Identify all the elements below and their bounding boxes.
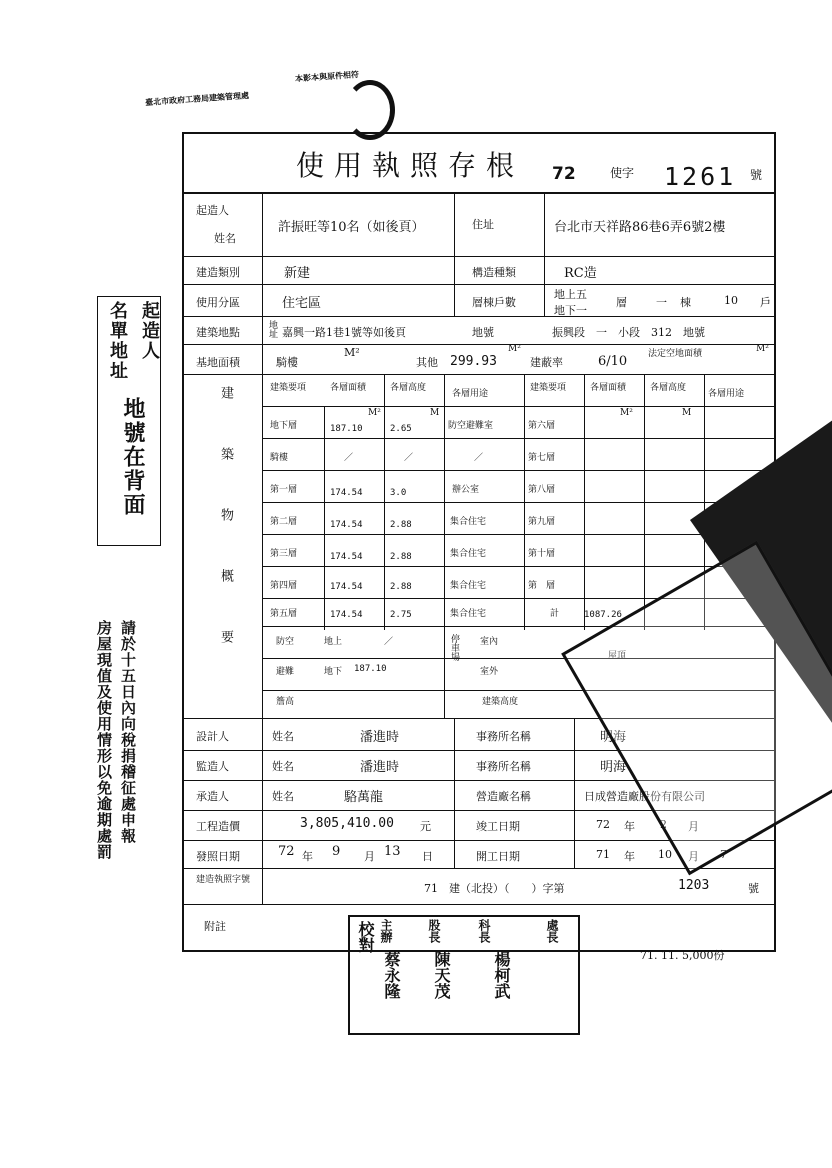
start-month-unit: 月 [688, 850, 699, 863]
floor-height: 2.75 [390, 610, 412, 620]
permit-year: 72 [552, 164, 576, 184]
completion-year: 72 [596, 818, 610, 831]
builder-addr-label: 住址 [472, 218, 494, 231]
bldg-count: 一 [656, 296, 667, 309]
air-raid-up-value: ／ [384, 637, 394, 647]
location-label: 建築地點 [196, 326, 240, 339]
floor-use: 集合住宅 [450, 609, 487, 619]
other-area: 299.93 [450, 354, 497, 369]
sign-director: 處長 [545, 919, 559, 943]
legal-unit: M² [756, 344, 769, 354]
cost-label: 工程造價 [196, 820, 240, 833]
floor-label: 第五層 [270, 609, 298, 619]
category-label: 建造類別 [196, 266, 240, 279]
permit-prefix: 使字 [610, 166, 635, 180]
floor-height: 2.65 [390, 424, 412, 434]
builder-label: 起造人 [196, 204, 229, 217]
floor-label-r: 第七層 [528, 453, 556, 463]
permit-number: 1261 [664, 162, 737, 191]
completion-month: 2 [660, 818, 667, 831]
zone-value: 住宅區 [282, 296, 322, 311]
issue-day: 13 [384, 844, 401, 859]
left-box-col1: 起造人 [139, 301, 160, 361]
sign-section-chief: 股長 [427, 919, 441, 943]
contractor-name-label: 姓名 [272, 790, 294, 803]
start-day: 7 [720, 848, 727, 861]
total-label: 計 [550, 609, 560, 619]
supervisor-name: 潘進時 [360, 760, 400, 775]
designer-name-label: 姓名 [272, 730, 294, 743]
hdr-height-r: 各層高度 [650, 383, 687, 393]
floor-height: 2.88 [390, 520, 412, 530]
start-month: 10 [658, 848, 672, 861]
sign-proof: 校對 [356, 921, 375, 953]
location-addr-tag: 地址 [267, 320, 277, 338]
permit-ref-label: 建造執照字號 [196, 875, 251, 885]
cost-value: 3,805,410.00 [300, 816, 394, 831]
floor-height: 3.0 [390, 488, 407, 498]
print-run-footer: 71. 11. 5,000份 [640, 949, 725, 962]
floor-use: 防空避難室 [448, 421, 494, 431]
floor-use: 集合住宅 [450, 549, 487, 559]
lot-value: 振興段 一 小段 312 地號 [552, 326, 705, 339]
floor-label-r: 第六層 [528, 421, 556, 431]
sign-dept-chief: 科長 [477, 919, 491, 943]
bldg-unit: 棟 [680, 296, 691, 309]
left-box-col2: 名單地址 [107, 301, 128, 381]
floors-label: 層棟戶數 [472, 296, 516, 309]
issue-year-unit: 年 [302, 850, 313, 863]
lot-label: 地號 [472, 326, 494, 339]
floor-area: 174.54 [330, 610, 363, 620]
air-raid-up-label: 地上 [324, 637, 343, 647]
start-year: 71 [596, 848, 610, 861]
hdr-area-r: 各層面積 [590, 383, 627, 393]
floors-up: 地上五 [554, 288, 587, 301]
floor-use: 辦公室 [452, 485, 480, 495]
hdr-item-r: 建築要項 [530, 383, 567, 393]
completion-year-unit: 年 [624, 820, 635, 833]
coverage-value: 6/10 [598, 354, 628, 369]
builder-address: 台北市天祥路86巷6弄6號2樓 [554, 220, 726, 235]
location-address: 嘉興一路1巷1號等如後頁 [282, 326, 406, 339]
floor-area: 174.54 [330, 488, 363, 498]
start-label: 開工日期 [476, 850, 520, 863]
issue-month: 9 [332, 844, 341, 859]
completion-month-unit: 月 [688, 820, 699, 833]
parking-indoor: 室內 [480, 637, 499, 647]
left-box-col3: 地號在背面 [120, 397, 146, 517]
tax-note-line2: 房屋現值及使用情形以免逾期處罰 [95, 620, 113, 860]
floor-label-r: 第十層 [528, 549, 556, 559]
builder-name-label: 姓名 [214, 232, 236, 245]
qilou-unit: M² [344, 346, 360, 359]
left-builder-note-box [97, 296, 161, 546]
start-year-unit: 年 [624, 850, 635, 863]
qilou-label: 騎樓 [276, 356, 298, 369]
cost-unit: 元 [420, 820, 431, 833]
eave-label: 簷高 [276, 697, 295, 707]
sign-section-chief-name: 陳天茂 [432, 951, 451, 999]
issue-label: 發照日期 [196, 850, 240, 863]
floors-unit: 層 [616, 296, 627, 309]
floor-label-r: 第八層 [528, 485, 556, 495]
unit-m2: M² [368, 408, 381, 418]
legal-open-label: 法定空地面積 [648, 349, 703, 359]
floors-down: 地下一 [554, 304, 587, 317]
contractor-name: 駱萬龍 [344, 790, 384, 805]
issue-day-unit: 日 [422, 850, 433, 863]
parking-outdoor: 室外 [480, 667, 499, 677]
hdr-height-l: 各層高度 [390, 383, 427, 393]
supervisor-name-label: 姓名 [272, 760, 294, 773]
designer-name: 潘進時 [360, 730, 400, 745]
building-height-label: 建築高度 [482, 697, 519, 707]
other-unit: M² [508, 344, 521, 354]
permit-ref-number: 1203 [678, 878, 710, 893]
zone-label: 使用分區 [196, 296, 240, 309]
hdr-area-l: 各層面積 [330, 383, 367, 393]
air-raid-down-label: 地下 [324, 667, 343, 677]
designer-office: 明海 [600, 730, 627, 745]
floor-area: ／ [344, 453, 354, 463]
hdr-use-r: 各層用途 [708, 389, 745, 399]
form-title: 使用執照存根 [296, 149, 525, 182]
form-title-bar [184, 134, 774, 194]
designer-label: 設計人 [196, 730, 229, 743]
hdr-item-l: 建築要項 [270, 383, 307, 393]
floor-label: 第一層 [270, 485, 298, 495]
floor-area: 174.54 [330, 552, 363, 562]
designer-office-label: 事務所名稱 [476, 730, 531, 743]
sign-handler: 主辦 [379, 919, 393, 943]
issue-month-unit: 月 [364, 850, 375, 863]
floor-height: ／ [404, 453, 414, 463]
sign-handler-name: 蔡永隆 [382, 951, 401, 999]
contractor-label: 承造人 [196, 790, 229, 803]
completion-label: 竣工日期 [476, 820, 520, 833]
builder-name: 許振旺等10名（如後頁） [278, 220, 425, 235]
stamp-line-1: 臺北市政府工務局建築管理處 [144, 89, 250, 108]
units-count: 10 [724, 294, 738, 307]
issue-year: 72 [278, 844, 295, 859]
permit-suffix: 號 [750, 168, 763, 182]
units-unit: 戶 [760, 296, 771, 309]
air-raid-label-1: 防空 [276, 637, 295, 647]
building-summary-label: 建築物概要 [218, 386, 233, 691]
floor-label: 第二層 [270, 517, 298, 527]
air-raid-label-2: 避難 [276, 667, 295, 677]
floor-label: 地下層 [270, 421, 298, 431]
coverage-label: 建蔽率 [530, 356, 563, 369]
air-raid-down-value: 187.10 [354, 664, 387, 674]
structure-value: RC造 [564, 266, 597, 281]
floor-area: 174.54 [330, 582, 363, 592]
floor-height: 2.88 [390, 582, 412, 592]
total-area: 1087.26 [584, 610, 622, 620]
supervisor-office: 明海 [600, 760, 627, 775]
remarks-label: 附註 [204, 920, 226, 933]
unit-m: M [682, 408, 692, 418]
unit-m: M [430, 408, 440, 418]
contractor-firm: 日成營造廠股份有限公司 [584, 790, 705, 803]
sign-dept-chief-name: 楊柯武 [492, 951, 511, 999]
floor-label: 第三層 [270, 549, 298, 559]
tax-note-line1: 請於十五日內向稅捐稽征處申報 [119, 620, 137, 844]
supervisor-label: 監造人 [196, 760, 229, 773]
permit-ref-value: 71 建（北投）（ ）字第 [424, 882, 565, 895]
floor-use: ／ [474, 453, 484, 463]
floor-label: 騎樓 [270, 453, 289, 463]
floor-label: 第四層 [270, 581, 298, 591]
unit-m2: M² [620, 408, 633, 418]
stamp-line-2: 本影本與原件相符 [294, 69, 360, 84]
floor-label-r: 第九層 [528, 517, 556, 527]
stamp-seal-icon [345, 80, 395, 140]
parking-label: 停車場 [449, 634, 459, 661]
floor-use: 集合住宅 [450, 517, 487, 527]
floor-use: 集合住宅 [450, 581, 487, 591]
structure-label: 構造種類 [472, 266, 516, 279]
area-label: 基地面積 [196, 356, 240, 369]
contractor-firm-label: 營造廠名稱 [476, 790, 531, 803]
floor-area: 174.54 [330, 520, 363, 530]
other-label: 其他 [416, 356, 438, 369]
hdr-use-l: 各層用途 [452, 389, 489, 399]
signature-block [348, 915, 578, 1035]
left-tax-note [88, 620, 148, 940]
roof-label: 屋頂 [608, 651, 627, 661]
permit-ref-suffix: 號 [748, 882, 759, 895]
category-value: 新建 [284, 266, 311, 281]
floor-height: 2.88 [390, 552, 412, 562]
top-stamp [145, 70, 385, 130]
floor-label-r: 第 層 [528, 581, 556, 591]
supervisor-office-label: 事務所名稱 [476, 760, 531, 773]
floor-area: 187.10 [330, 424, 363, 434]
